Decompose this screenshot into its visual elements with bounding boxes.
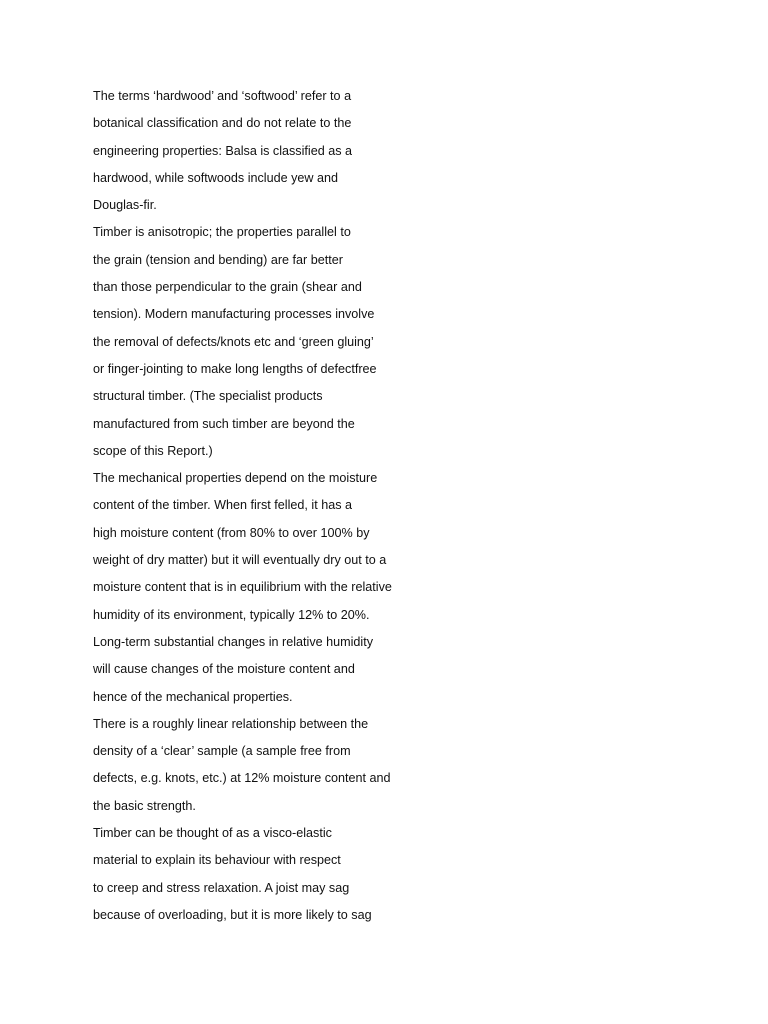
text-line: weight of dry matter) but it will eventually dry out to a <box>93 553 387 568</box>
text-line: because of overloading, but it is more likely to sag <box>93 907 372 922</box>
text-line: structural timber. (The specialist products <box>93 389 323 404</box>
text-line: or finger-jointing to make long lengths of defectfree <box>93 361 377 376</box>
text-line: the removal of defects/knots etc and ‘green gluing’ <box>93 334 374 349</box>
text-line: humidity of its environment, typically 12% to 20%. <box>93 607 370 622</box>
body-text <box>93 83 733 929</box>
text-line: to creep and stress relaxation. A joist may sag <box>93 880 350 895</box>
text-line: Timber can be thought of as a visco-elastic <box>93 826 332 841</box>
text-line: The terms ‘hardwood’ and ‘softwood’ refer to a <box>93 89 352 103</box>
text-line: material to explain its behaviour with respect <box>93 853 341 868</box>
text-line: botanical classification and do not relate to the <box>93 116 352 131</box>
text-line: than those perpendicular to the grain (shear and <box>93 280 362 295</box>
text-line: hence of the mechanical properties. <box>93 689 293 704</box>
text-line: will cause changes of the moisture content and <box>93 662 355 677</box>
text-line: Timber is anisotropic; the properties parallel to <box>93 225 351 240</box>
text-line: the grain (tension and bending) are far better <box>93 252 343 267</box>
text-line: moisture content that is in equilibrium with the relative <box>93 580 392 595</box>
text-line: manufactured from such timber are beyond the <box>93 416 355 431</box>
text-line: scope of this Report.) <box>93 443 213 458</box>
text-line: content of the timber. When first felled, it has a <box>93 498 353 513</box>
text-line: tension). Modern manufacturing processes involve <box>93 307 375 322</box>
text-line: hardwood, while softwoods include yew and <box>93 170 339 185</box>
text-line: defects, e.g. knots, etc.) at 12% moisture content and <box>93 771 391 786</box>
text-line: high moisture content (from 80% to over 100% by <box>93 525 370 540</box>
text-line: the basic strength. <box>93 798 196 813</box>
text-line: Long-term substantial changes in relative humidity <box>93 634 374 649</box>
text-line: density of a ‘clear’ sample (a sample free from <box>93 744 351 759</box>
text-line: There is a roughly linear relationship between the <box>93 716 369 731</box>
text-line: Douglas-fir. <box>93 198 157 213</box>
text-line: The mechanical properties depend on the moisture <box>93 471 378 486</box>
text-line: engineering properties: Balsa is classified as a <box>93 143 353 158</box>
